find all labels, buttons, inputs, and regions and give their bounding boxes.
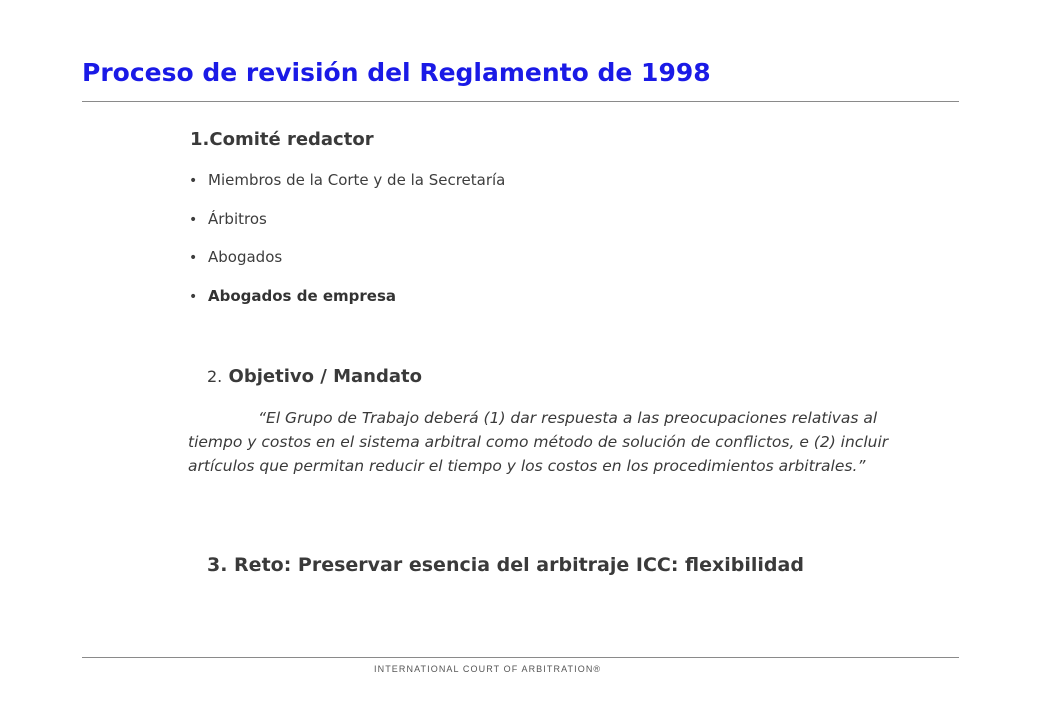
title-divider <box>82 101 959 102</box>
section2-title: Objetivo / Mandato <box>228 366 422 387</box>
committee-list <box>189 170 505 324</box>
section2-number: 2. <box>207 367 223 386</box>
list-item: • Miembros de la Corte y de la Secretaría <box>189 171 506 189</box>
list-item: • Abogados <box>189 248 283 266</box>
section3-heading: 3. Reto: Preservar esencia del arbitraje ICC: flexibilidad <box>207 554 804 576</box>
bullet-icon: • <box>189 173 198 189</box>
slide-title: Proceso de revisión del Reglamento de 1998 <box>82 58 711 87</box>
bullet-icon: • <box>189 288 198 305</box>
section2-heading <box>207 366 422 387</box>
footer-divider <box>82 657 959 658</box>
mandate-quote: “El Grupo de Trabajo deberá (1) dar respuesta a las preocupaciones relativas al tiempo y costos en el sistema arbitral como método de solución de conflictos, e (2) incluir artículos que permitan reducir el tiempo y los costos en los procedimientos arbitrales.” <box>188 409 889 475</box>
list-item: • Abogados de empresa <box>189 286 396 305</box>
section1-heading: 1.Comité redactor <box>190 129 374 150</box>
list-item: • Árbitros <box>189 209 267 228</box>
bullet-icon: • <box>189 211 198 228</box>
footer-text: INTERNATIONAL COURT OF ARBITRATION® <box>374 664 602 674</box>
bullet-icon: • <box>189 250 198 266</box>
